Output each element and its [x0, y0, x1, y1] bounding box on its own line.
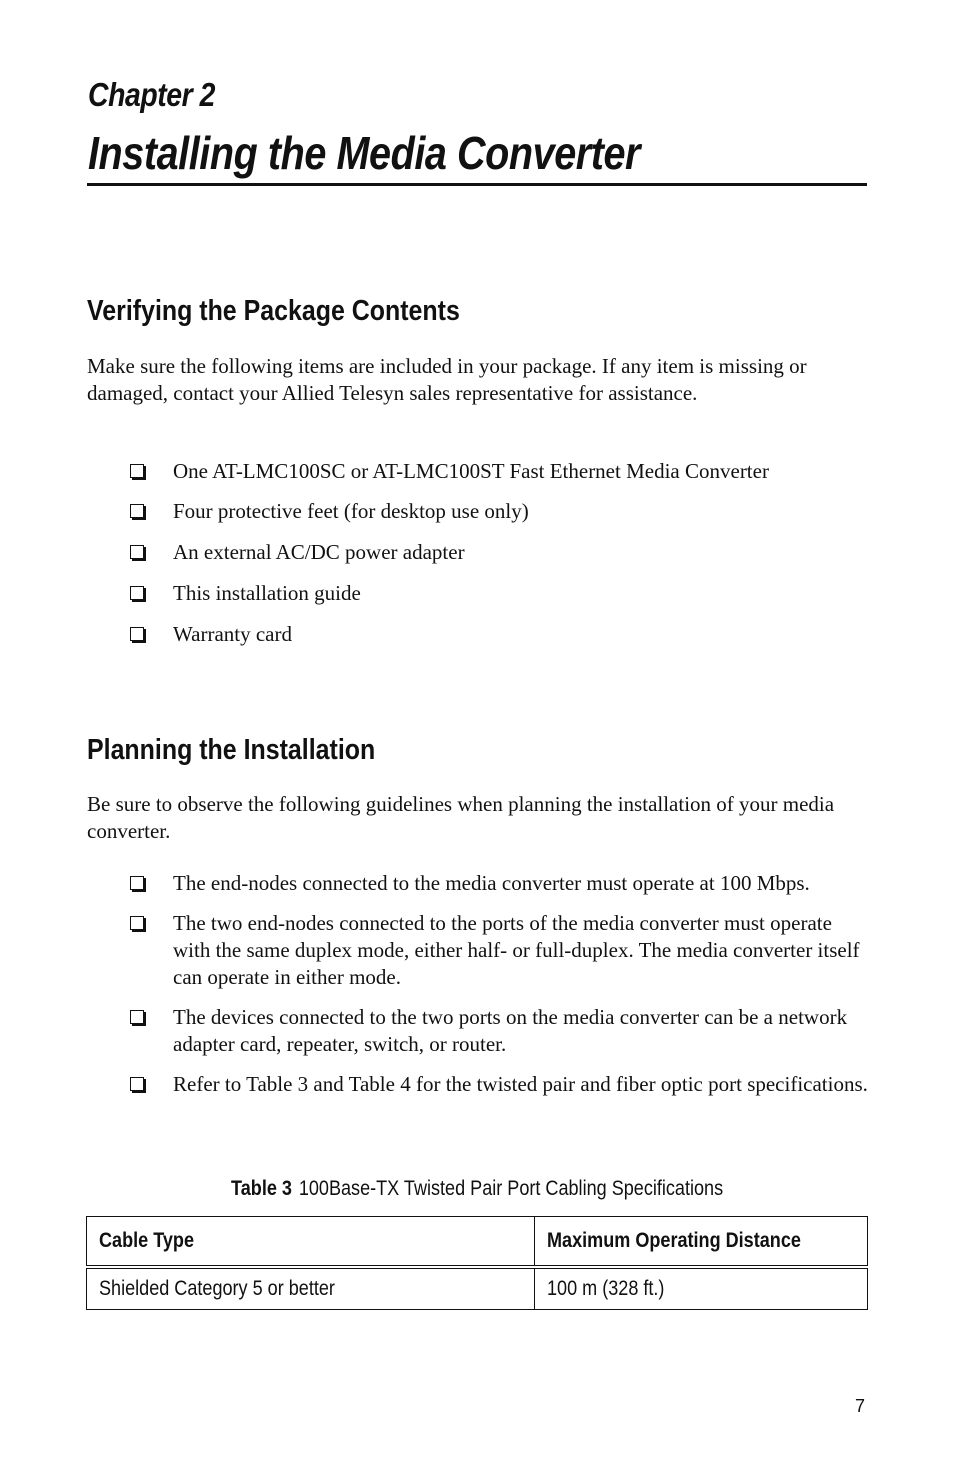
page-number: 7 [855, 1396, 866, 1416]
table-row [87, 1267, 868, 1310]
list-item [128, 498, 873, 525]
list-item-text: Refer to Table 3 and Table 4 for the twisted pair and fiber optic port specifications. [173, 1072, 868, 1096]
list-item-text: The two end-nodes connected to the ports of the media converter must operate with the same duplex mode, either half- or full-duplex. The media converter itself can operate in either mode. [173, 911, 860, 989]
list-item-text: The devices connected to the two ports on the media converter can be a network adapter card, repeater, switch, or router. [173, 1005, 848, 1056]
table-caption [0, 1177, 954, 1201]
list-item [128, 1071, 873, 1098]
list-item [128, 870, 873, 897]
list-item [128, 580, 873, 607]
planning-intro: Be sure to observe the following guidelines when planning the installation of your media converter. [87, 792, 835, 843]
package-contents-list [128, 458, 873, 648]
section-heading-planning: Planning the Installation [87, 734, 376, 766]
title-rule [87, 183, 867, 186]
list-item [128, 458, 873, 485]
checkbox-icon [130, 1010, 144, 1024]
cabling-spec-table [86, 1216, 868, 1310]
checkbox-icon [130, 464, 144, 478]
list-item-text: Four protective feet (for desktop use only) [173, 499, 529, 523]
chapter-label: Chapter 2 [88, 76, 216, 113]
planning-guidelines-list [128, 870, 873, 1098]
section-heading-package-contents: Verifying the Package Contents [87, 295, 460, 327]
checkbox-icon [130, 586, 144, 600]
list-item [128, 539, 873, 566]
list-item-text: Warranty card [173, 622, 292, 646]
checkbox-icon [130, 876, 144, 890]
table-caption-text: 100Base-TX Twisted Pair Port Cabling Specifications [298, 1177, 724, 1200]
checkbox-icon [130, 545, 144, 559]
chapter-title: Installing the Media Converter [88, 127, 641, 179]
table-cell: Shielded Category 5 or better [87, 1267, 535, 1310]
checkbox-icon [130, 916, 144, 930]
list-item [128, 1004, 873, 1058]
table-header-cell: Cable Type [87, 1217, 535, 1268]
checkbox-icon [130, 1077, 144, 1091]
package-contents-intro: Make sure the following items are included in your package. If any item is missing or damaged, contact your Allied Telesyn sales representative for assistance. [87, 354, 807, 405]
list-item-text: The end-nodes connected to the media converter must operate at 100 Mbps. [173, 871, 810, 895]
list-item [128, 621, 873, 648]
list-item-text: One AT-LMC100SC or AT-LMC100ST Fast Ethernet Media Converter [173, 459, 769, 483]
table-cell: 100 m (328 ft.) [535, 1267, 868, 1310]
list-item [128, 910, 873, 991]
list-item-text: An external AC/DC power adapter [173, 540, 465, 564]
list-item-text: This installation guide [173, 581, 361, 605]
checkbox-icon [130, 627, 144, 641]
table-header-cell: Maximum Operating Distance [535, 1217, 868, 1268]
checkbox-icon [130, 504, 144, 518]
table-header-row [87, 1217, 868, 1268]
table-caption-label: Table 3 [230, 1177, 292, 1200]
